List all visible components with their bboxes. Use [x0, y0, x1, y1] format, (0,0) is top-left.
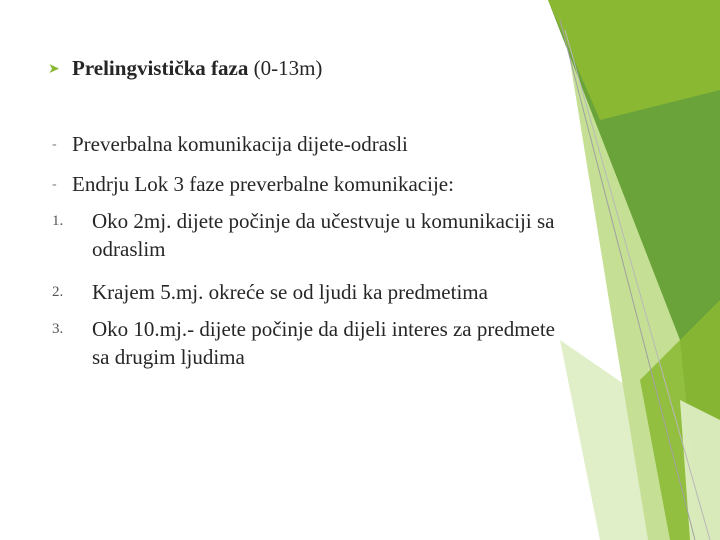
dash-item-text: Endrju Lok 3 faze preverbalne komunikacije:	[72, 172, 454, 196]
numbered-item-text: Krajem 5.mj. okreće se od ljudi ka predmetima	[92, 280, 488, 304]
number-marker: 2.	[52, 284, 64, 300]
heading-rest-text: (0-13m)	[248, 56, 323, 80]
number-marker: 3.	[52, 321, 64, 337]
numbered-item-2	[52, 278, 572, 306]
heading-bold-text: Prelingvistička faza	[72, 56, 249, 80]
number-marker: 1.	[52, 213, 64, 229]
numbered-item-text: Oko 2mj. dijete počinje da učestvuje u komunikaciji sa odraslim	[92, 209, 555, 261]
numbered-item-3	[52, 315, 572, 371]
numbered-item-1	[52, 207, 572, 263]
dash-marker: -	[52, 137, 57, 152]
dash-marker: -	[52, 177, 57, 192]
dash-item-text: Preverbalna komunikacija dijete-odrasli	[72, 132, 408, 156]
dash-item-2	[52, 170, 454, 199]
dash-item-1	[52, 130, 408, 159]
slide-heading	[48, 54, 322, 84]
numbered-item-text: Oko 10.mj.- dijete počinje da dijeli interes za predmete sa drugim ljudima	[92, 317, 556, 369]
arrowhead-bullet-icon: ➤	[48, 62, 60, 77]
